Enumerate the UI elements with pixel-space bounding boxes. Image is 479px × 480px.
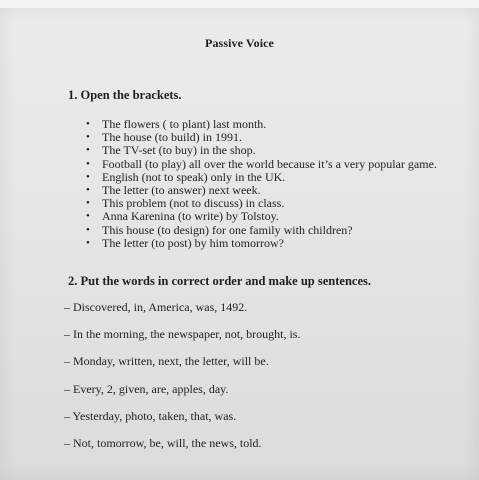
list-item: – Every, 2, given, are, apples, day. (64, 381, 229, 396)
list-item-text: Football (to play) all over the world because it’s a very popular game. (102, 156, 437, 171)
bullet-icon: • (86, 223, 90, 236)
bullet-icon: • (86, 170, 90, 183)
list-item-text: The TV-set (to buy) in the shop. (102, 143, 256, 158)
list-item-text: The flowers ( to plant) last month. (102, 117, 267, 131)
page-title: Passive Voice (205, 36, 274, 50)
list-item-text: This problem (not to discuss) in class. (102, 196, 285, 211)
list-item: – Yesterday, photo, taken, that, was. (64, 408, 237, 423)
list-item-text: The house (to build) in 1991. (102, 130, 242, 145)
list-item-text: The letter (to post) by him tomorrow? (102, 235, 284, 250)
list-item: – Discovered, in, America, was, 1492. (64, 300, 248, 314)
bullet-icon: • (86, 131, 90, 144)
list-item: – In the morning, the newspaper, not, brought, is. (64, 327, 301, 342)
word-order-list (64, 299, 300, 462)
list-item-text: Anna Karenina (to write) by Tolstoy. (102, 209, 279, 224)
open-brackets-list (86, 118, 437, 250)
bullet-icon: • (86, 183, 90, 196)
bullet-icon: • (86, 197, 90, 210)
list-item: – Monday, written, next, the letter, will be. (64, 354, 269, 369)
bullet-icon: • (86, 236, 90, 249)
section-2-heading: 2. Put the words in correct order and make up sentences. (68, 274, 371, 288)
bullet-icon: • (86, 157, 90, 170)
list-item: – Not, tomorrow, be, will, the news, told. (64, 435, 262, 450)
list-item (86, 237, 437, 250)
bullet-icon: • (86, 118, 90, 130)
list-item-text: This house (to design) for one family with children? (102, 222, 353, 237)
bullet-icon: • (86, 210, 90, 223)
section-1-heading: 1. Open the brackets. (68, 88, 182, 102)
worksheet-page (0, 8, 479, 480)
list-item-text: The letter (to answer) next week. (102, 182, 261, 197)
list-item-text: English (not to speak) only in the UK. (102, 169, 286, 184)
bullet-icon: • (86, 144, 90, 157)
